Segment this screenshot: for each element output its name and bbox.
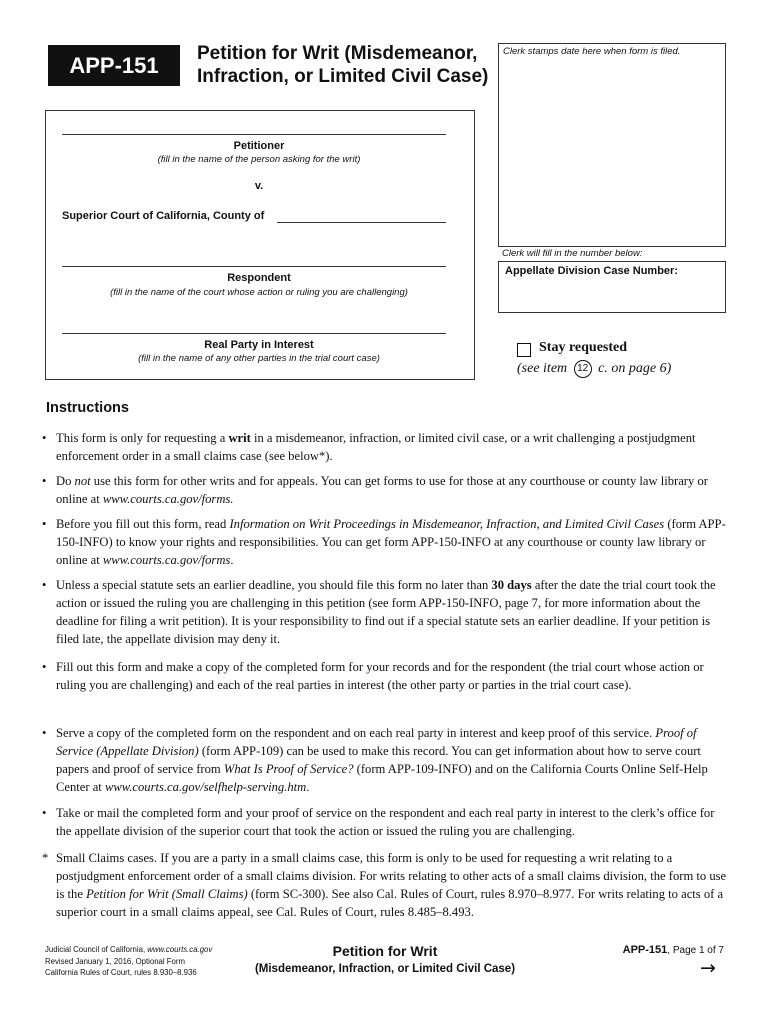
- item-number-circle: 12: [574, 360, 592, 378]
- real-party-name-field[interactable]: [62, 333, 446, 334]
- bullet: •: [42, 660, 47, 674]
- instruction-item: • Do not use this form for other writs and for appeals. You can get forms to use for those at any courthouse or county law library or online at www.courts.ca.gov/forms.: [42, 474, 708, 506]
- asterisk-mark: *: [42, 851, 49, 865]
- bullet: •: [42, 578, 47, 592]
- next-page-arrow-icon[interactable]: →: [700, 957, 716, 979]
- footer-left: Judicial Council of California, www.courts.ca.gov Revised January 1, 2016, Optional Form California Rules of Court, rules 8.930–8.936: [45, 945, 213, 977]
- respondent-name-field[interactable]: [62, 266, 446, 267]
- courts-link[interactable]: www.courts.ca.gov: [147, 945, 213, 954]
- bullet: •: [42, 517, 47, 531]
- bullet: •: [42, 806, 47, 820]
- self-help-link[interactable]: www.courts.ca.gov/selfhelp-serving.htm: [104, 780, 307, 794]
- instruction-item: • Serve a copy of the completed form on the respondent and on each real party in interest and keep proof of this service. Proof of Service (Appellate Division) (form APP-109) can be used to make this record. You can get information about how to serve court papers and proof of service from What Is Proof of Service? (form APP-109-INFO) and on the California Courts Online Self-Help Center at www.courts.ca.gov/selfhelp-serving.htm.: [42, 726, 708, 794]
- stay-note-suffix: c. on page 6): [598, 361, 672, 376]
- court-county-label: Superior Court of California, County of: [62, 210, 265, 222]
- instruction-item: * Small Claims cases. If you are a party in a small claims case, this form is only to be used for requesting a writ relating to a postjudgment enforcement order of a small claims division. For writs relating to other acts of a small claims division, the form to use is the Petition for Writ (Small Claims) (form SC-300). See also Cal. Rules of Court, rules 8.970–8.977. For writs relating to acts of a superior court in a small claims appeal, see Cal. Rules of Court, rules 8.485–8.493.: [42, 851, 727, 919]
- stay-requested-checkbox[interactable]: [517, 343, 531, 357]
- instruction-item: • Take or mail the completed form and your proof of service on the respondent and each real party in interest to the clerk’s office for the appellate division of the superior court that took the action or issued the ruling you are challenging.: [42, 806, 715, 838]
- respondent-label: Respondent: [227, 272, 291, 284]
- real-party-label: Real Party in Interest: [204, 339, 314, 351]
- stay-requested-label: Stay requested: [539, 340, 628, 355]
- bullet: •: [42, 474, 47, 488]
- instruction-item: • This form is only for requesting a writ in a misdemeanor, infraction, or limited civil case, or a writ challenging a postjudgment enforcement order in a small claims case (see below*).: [42, 431, 696, 463]
- clerk-stamp-box: [498, 43, 726, 247]
- form-title: [197, 42, 497, 88]
- form-title-line2: Infraction, or Limited Civil Case): [197, 66, 489, 87]
- instruction-item: • Fill out this form and make a copy of the completed form for your records and for the respondent (the trial court whose action or ruling you are challenging) and each of the real parties in interest (the other party or parties in the trial court case).: [42, 660, 704, 692]
- instruction-item: • Unless a special statute sets an earlier deadline, you should file this form no later than 30 days after the date the trial court took the action or issued the ruling you are challenging in this petition (see form APP-150-INFO, page 7, for more information about the deadline for filing a writ petition). It is your responsibility to find out if a special statute sets an earlier deadline. If your petition is filed late, the appellate division may deny it.: [42, 578, 716, 646]
- footer-title: Petition for Writ: [332, 943, 438, 959]
- bullet: •: [42, 726, 47, 740]
- form-title-line1: Petition for Writ (Misdemeanor,: [197, 43, 478, 64]
- real-party-hint: (fill in the name of any other parties in the trial court case): [138, 353, 380, 364]
- petitioner-label: Petitioner: [233, 140, 285, 152]
- respondent-hint: (fill in the name of the court whose action or ruling you are challenging): [110, 287, 408, 298]
- form-number-badge: APP-151: [48, 45, 180, 86]
- footer-subtitle: (Misdemeanor, Infraction, or Limited Civil Case): [254, 963, 516, 975]
- case-number-label: Appellate Division Case Number:: [505, 265, 678, 277]
- bullet: •: [42, 431, 47, 445]
- instructions-heading: Instructions: [46, 400, 129, 416]
- petitioner-name-field[interactable]: [62, 134, 446, 135]
- petitioner-hint: (fill in the name of the person asking for the writ): [157, 154, 361, 165]
- clerk-fill-note: Clerk will fill in the number below:: [502, 248, 643, 259]
- forms-link[interactable]: www.courts.ca.gov/forms: [102, 553, 231, 567]
- clerk-stamp-note: Clerk stamps date here when form is filed.: [503, 46, 681, 57]
- stay-reference-note: [517, 360, 671, 378]
- county-name-field[interactable]: [277, 222, 446, 223]
- versus-label: v.: [254, 180, 264, 192]
- forms-link[interactable]: www.courts.ca.gov/forms.: [102, 492, 234, 506]
- stay-note-prefix: (see item: [517, 361, 568, 376]
- page-indicator: APP-151, Page 1 of 7: [622, 944, 724, 956]
- instruction-item: • Before you fill out this form, read Information on Writ Proceedings in Misdemeanor, Infraction, and Limited Civil Cases (form APP-150-INFO) to know your rights and responsibilities. You can get form APP-150-INFO at any courthouse or county law library or online at www.courts.ca.gov/forms.: [42, 517, 726, 567]
